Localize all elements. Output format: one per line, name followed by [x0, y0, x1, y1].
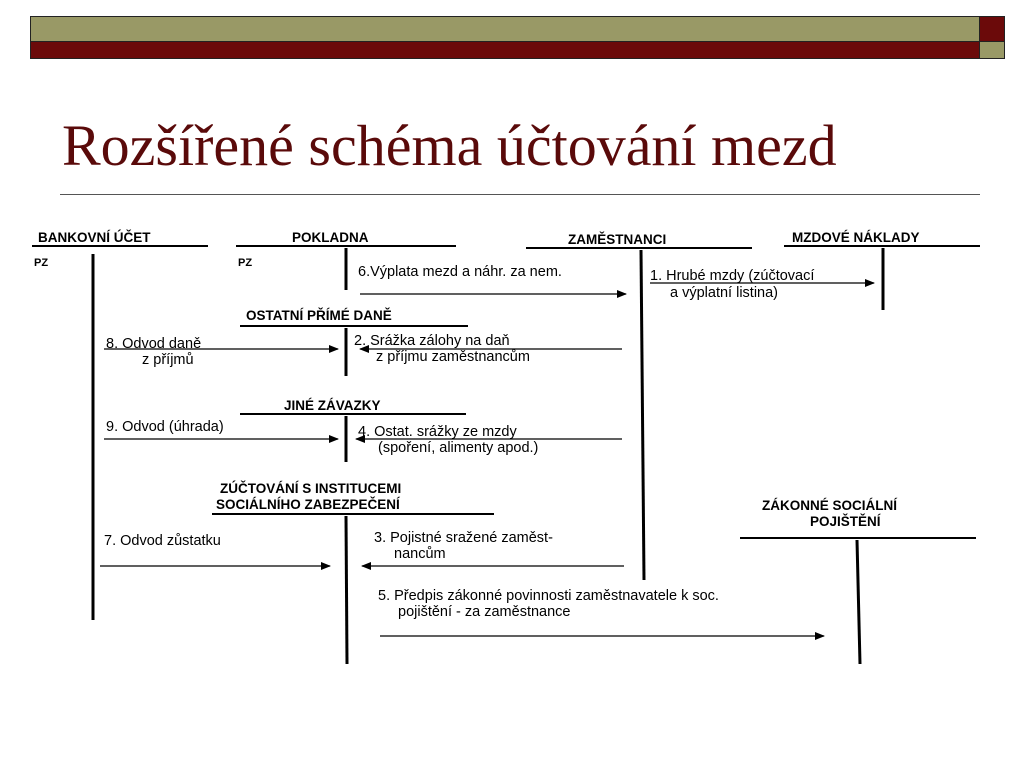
account-label-social-insurance-1: ZÁKONNÉ SOCIÁLNÍ: [762, 498, 897, 513]
account-label-social-security-2: SOCIÁLNÍHO ZABEZPEČENÍ: [216, 497, 400, 512]
op3-label-2: nancům: [394, 546, 446, 562]
opening-balance-bank: PZ: [34, 257, 49, 269]
account-label-wage-costs: MZDOVÉ NÁKLADY: [792, 230, 920, 245]
account-label-social-insurance-2: POJIŠTĚNÍ: [810, 514, 881, 529]
account-label-other-liabilities: JINÉ ZÁVAZKY: [284, 398, 381, 413]
op1-label-1: 1. Hrubé mzdy (zúčtovací: [650, 268, 815, 284]
op2-label-1: 2. Srážka zálohy na daň: [354, 333, 510, 349]
employees-account-stem: [641, 250, 644, 580]
slide-title: Rozšířené schéma účtování mezd: [62, 113, 837, 178]
account-label-bank: BANKOVNÍ ÚČET: [38, 230, 151, 245]
account-label-employees: ZAMĚSTNANCI: [568, 232, 667, 247]
op4-label-2: (spoření, alimenty apod.): [378, 440, 539, 456]
social-insurance-account-stem: [857, 540, 860, 664]
op2-label-2: z příjmu zaměstnancům: [376, 349, 530, 365]
op7-label: 7. Odvod zůstatku: [104, 533, 221, 549]
op5-label-2: pojištění - za zaměstnance: [398, 604, 571, 620]
account-label-direct-taxes: OSTATNÍ PŘÍMÉ DANĚ: [246, 308, 392, 323]
op9-label: 9. Odvod (úhrada): [106, 419, 224, 435]
op8-label-1: 8. Odvod daně: [106, 336, 202, 352]
op3-label-1: 3. Pojistné sražené zaměst-: [374, 530, 553, 546]
account-label-social-security-1: ZÚČTOVÁNÍ S INSTITUCEMI: [220, 481, 402, 496]
opening-balance-cash: PZ: [238, 257, 253, 269]
op4-label-1: 4. Ostat. srážky ze mzdy: [358, 424, 517, 440]
op8-label-2: z příjmů: [142, 352, 194, 368]
op5-label-1: 5. Předpis zákonné povinnosti zaměstnavatele k soc.: [378, 588, 719, 604]
social-security-account-stem: [346, 516, 347, 664]
account-label-cash: POKLADNA: [292, 230, 369, 245]
op6-label: 6.Výplata mezd a náhr. za nem.: [358, 264, 562, 280]
op1-label-2: a výplatní listina): [670, 285, 778, 301]
